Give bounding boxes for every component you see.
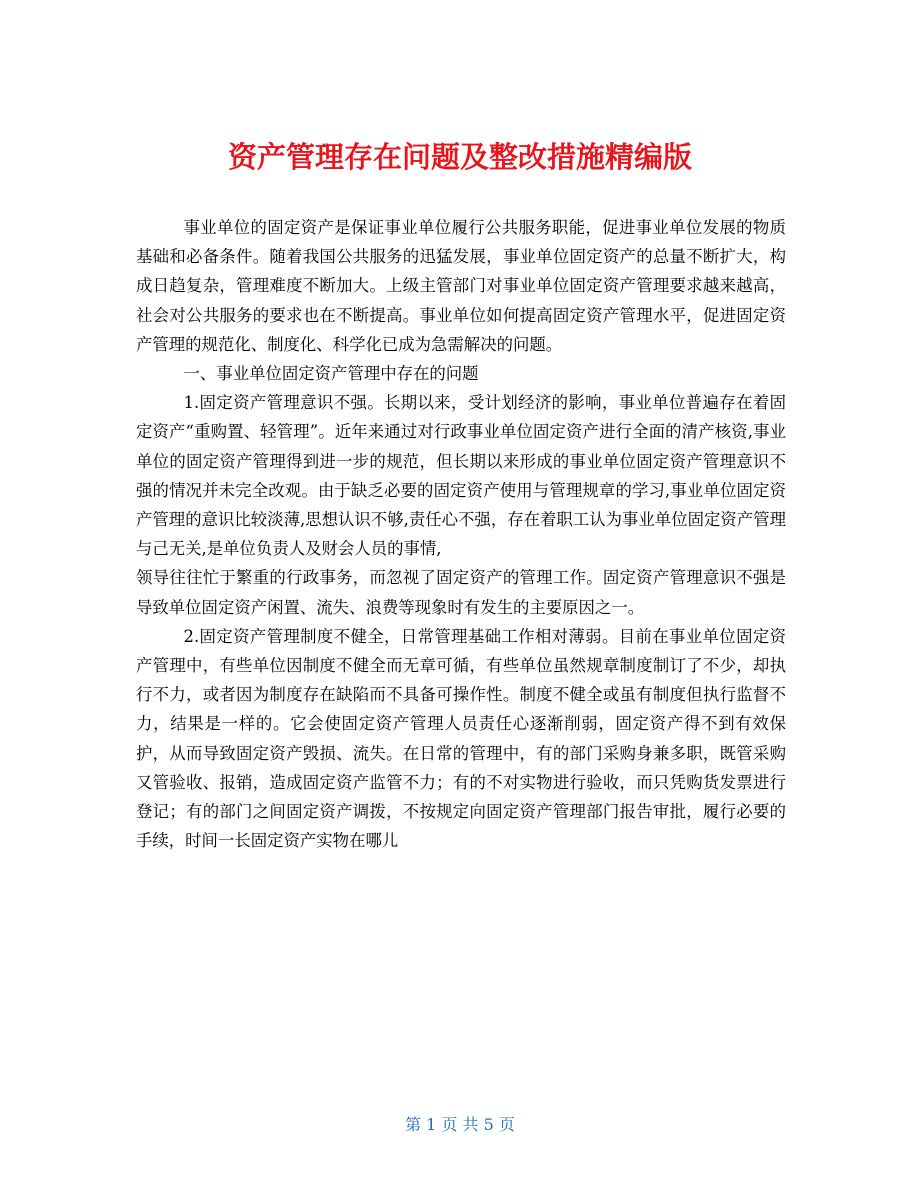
paragraph-item-1: 1.固定资产管理意识不强。长期以来，受计划经济的影响，事业单位普遍存在着固定资产“重购置、轻管理”。近年来通过对行政事业单位固定资产进行全面的清产核资,事业单位的固定资产管理得到进一步的规范，但长期以来形成的事业单位固定资产管理意识不强的情况并未完全改观。由于缺乏必要的固定资产使用与管理规章的学习,事业单位固定资产管理的意识比较淡薄,思想认识不够,责任心不强，存在着职工认为事业单位固定资产管理与己无关,是单位负责人及财会人员的事情, — [136, 393, 786, 559]
paragraph-intro: 事业单位的固定资产是保证事业单位履行公共服务职能，促进事业单位发展的物质基础和必备条件。随着我国公共服务的迅猛发展，事业单位固定资产的总量不断扩大，构成日趋复杂，管理难度不断加大。上级主管部门对事业单位固定资产管理要求越来越高，社会对公共服务的要求也在不断提高。事业单位如何提高固定资产管理水平，促进固定资产管理的规范化、制度化、科学化已成为急需解决的问题。 — [136, 218, 786, 354]
paragraph-item-1-continued: 领导往往忙于繁重的行政事务，而忽视了固定资产的管理工作。固定资产管理意识不强是导致单位固定资产闲置、流失、浪费等现象时有发生的主要原因之一。 — [136, 568, 786, 617]
section-heading-problems: 一、事业单位固定资产管理中存在的问题 — [183, 364, 479, 384]
document-title: 资产管理存在问题及整改措施精编版 — [227, 140, 692, 175]
page-number-footer: 第 1 页 共 5 页 — [405, 1115, 515, 1134]
document-body — [136, 213, 786, 855]
paragraph-item-2: 2.固定资产管理制度不健全，日常管理基础工作相对薄弱。目前在事业单位固定资产管理中，有些单位因制度不健全而无章可循，有些单位虽然规章制度制订了不少，却执行不力，或者因为制度存在缺陷而不具备可操作性。制度不健全或虽有制度但执行监督不力，结果是一样的。它会使固定资产管理人员责任心逐渐削弱，固定资产得不到有效保护，从而导致固定资产毁损、流失。在日常的管理中，有的部门采购身兼多职，既管采购又管验收、报销，造成固定资产监管不力；有的不对实物进行验收，而只凭购货发票进行登记；有的部门之间固定资产调拨，不按规定向固定资产管理部门报告审批，履行必要的手续，时间一长固定资产实物在哪儿 — [136, 626, 786, 851]
